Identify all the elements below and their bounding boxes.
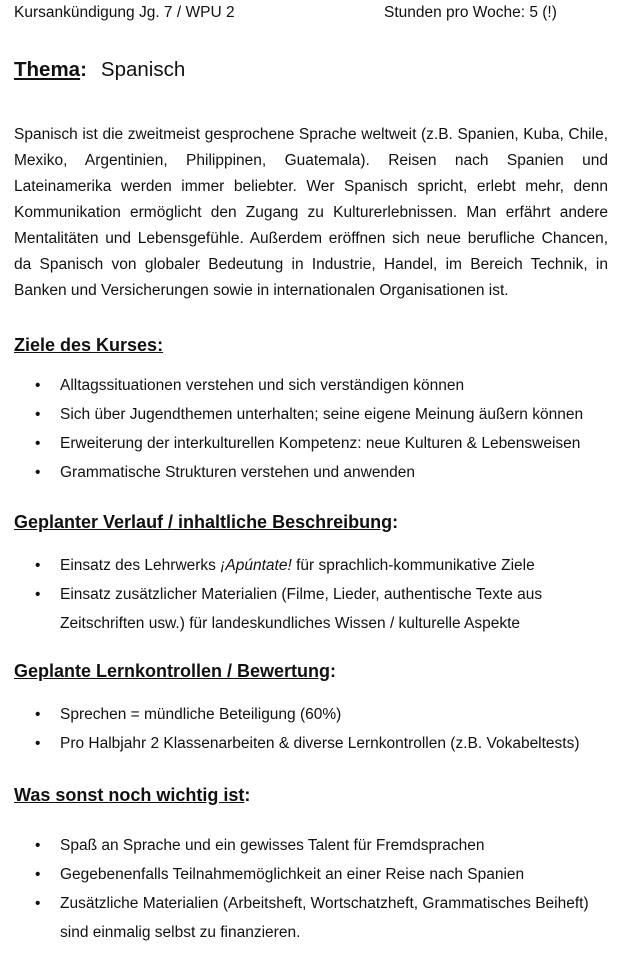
page-header xyxy=(14,4,614,22)
list-item: • Einsatz des Lehrwerks ¡Apúntate! für sprachlich-kommunikative Ziele xyxy=(14,551,614,580)
ziele-list xyxy=(14,371,614,487)
list-item: • Zusätzliche Materialien (Arbeitsheft, Wortschatzheft, Grammatisches Beiheft) sind einmalig selbst zu finanzieren. xyxy=(14,889,614,947)
list-item: • Sich über Jugendthemen unterhalten; seine eigene Meinung äußern können xyxy=(14,400,614,429)
list-item: • Spaß an Sprache und ein gewisses Talent für Fremdsprachen xyxy=(14,831,614,860)
list-item: • Pro Halbjahr 2 Klassenarbeiten & diverse Lernkontrollen (z.B. Vokabeltests) xyxy=(14,729,614,758)
section-heading-verlauf: Geplanter Verlauf / inhaltliche Beschreibung: xyxy=(14,512,399,532)
page-title xyxy=(14,58,185,82)
list-item: • Alltagssituationen verstehen und sich verständigen können xyxy=(14,371,614,400)
list-item: • Gegebenenfalls Teilnahmemöglichkeit an einer Reise nach Spanien xyxy=(14,860,614,889)
title-colon: : xyxy=(80,58,87,81)
header-hours-per-week: Stunden pro Woche: 5 (!) xyxy=(384,4,557,21)
title-subject: Spanisch xyxy=(100,58,186,81)
section-heading-ziele: Ziele des Kurses: xyxy=(14,335,164,355)
title-label: Thema xyxy=(14,58,81,81)
list-item: • Erweiterung der interkulturellen Kompetenz: neue Kulturen & Lebensweisen xyxy=(14,429,614,458)
list-item: • Sprechen = mündliche Beteiligung (60%) xyxy=(14,700,614,729)
intro-paragraph: Spanisch ist die zweitmeist gesprochene Sprache weltweit (z.B. Spanien, Kuba, Chile, Mexiko, Argentinien, Philippinen, Guatemala). Reisen nach Spanien und Lateinamerika werden immer beliebter. Wer Spanisch spricht, erlebt mehr, denn Kommunikation ermöglicht den Zugang zu Kulturerlebnissen. Man erfährt andere Mentalitäten und Lebensgefühle. Außerdem eröffnen sich neue berufliche Chancen, da Spanisch von globaler Bedeutung in Industrie, Handel, im Bereich Technik, in Banken und Versicherungen sowie in internationalen Organisationen ist. xyxy=(14,126,608,299)
header-course-info: Kursankündigung Jg. 7 / WPU 2 xyxy=(14,4,235,21)
verlauf-list xyxy=(14,551,614,638)
section-heading-lernkontrollen: Geplante Lernkontrollen / Bewertung: xyxy=(14,661,337,681)
sonst-list xyxy=(14,831,614,947)
section-heading-sonst: Was sonst noch wichtig ist: xyxy=(14,785,251,805)
list-item: • Einsatz zusätzlicher Materialien (Filme, Lieder, authentische Texte aus Zeitschriften usw.) für landeskundliches Wissen / kulturelle Aspekte xyxy=(14,580,614,638)
textbook-title: ¡Apúntate! xyxy=(220,557,292,574)
list-item: • Grammatische Strukturen verstehen und anwenden xyxy=(14,458,614,487)
lernkontrollen-list xyxy=(14,700,614,758)
